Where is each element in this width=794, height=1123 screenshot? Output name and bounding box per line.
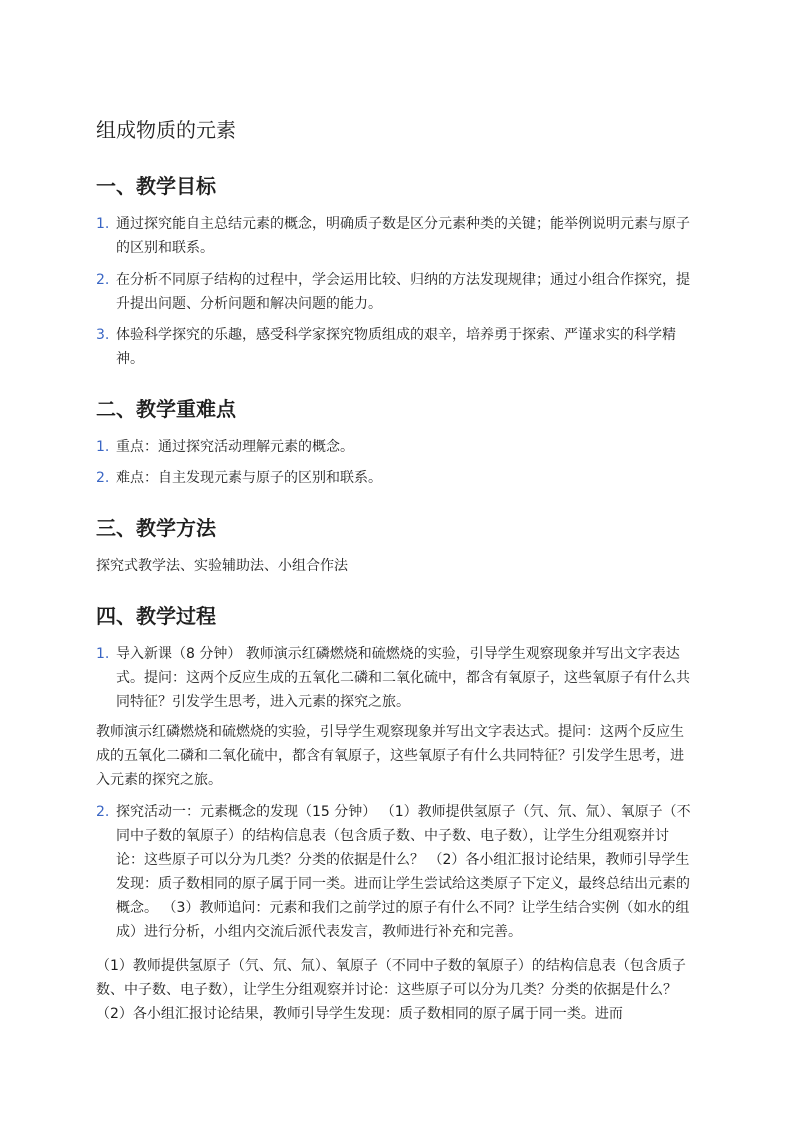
section-heading-objectives: 一、教学目标 — [96, 174, 216, 198]
list-item-text: 通过探究能自主总结元素的概念，明确质子数是区分元素种类的关键；能举例说明元素与原子的区别和联系。 — [116, 216, 690, 256]
list-item-text: 体验科学探究的乐趣，感受科学家探究物质组成的艰辛，培养勇于探索、严谨求实的科学精神。 — [116, 327, 676, 367]
list-number: 2. — [96, 470, 110, 486]
list-item — [96, 800, 696, 944]
list-item — [96, 435, 696, 459]
list-item-text: 在分析不同原子结构的过程中，学会运用比较、归纳的方法发现规律；通过小组合作探究，提升提出问题、分析问题和解决问题的能力。 — [116, 272, 690, 312]
list-number: 1. — [96, 439, 110, 455]
section-heading-process: 四、教学过程 — [96, 604, 216, 628]
list-item-text: 导入新课（8 分钟） 教师演示红磷燃烧和硫燃烧的实验，引导学生观察现象并写出文字表达式。提问：这两个反应生成的五氧化二磷和二氧化硫中，都含有氧原子，这些氧原子有什么共同特征？引发学生思考，进入元素的探究之旅。 — [116, 646, 690, 710]
list-number: 2. — [96, 272, 110, 288]
list-item — [96, 323, 696, 371]
list-item-text: 探究活动一：元素概念的发现（15 分钟） （1）教师提供氢原子（氕、氘、氚）、氧原子（不同中子数的氧原子）的结构信息表（包含质子数、中子数、电子数），让学生分组观察并讨论：这些原子可以分为几类？分类的依据是什么？ （2）各小组汇报讨论结果，教师引导学生发现：质子数相同的原子属于同一类。进而让学生尝试给这类原子下定义，最终总结出元素的概念。 （3）教师追问：元素和我们之前学过的原子有什么不同？让学生结合实例（如水的组成）进行分析，小组内交流后派代表发言，教师进行补充和完善。 — [116, 804, 691, 940]
list-item — [96, 466, 696, 490]
section-heading-methods: 三、教学方法 — [96, 516, 216, 540]
list-number: 1. — [96, 216, 110, 232]
document-title: 组成物质的元素 — [96, 118, 236, 142]
list-item — [96, 642, 696, 714]
list-number: 2. — [96, 804, 110, 820]
list-item — [96, 212, 696, 260]
list-number: 1. — [96, 646, 110, 662]
list-number: 3. — [96, 327, 110, 343]
list-item-text: 重点：通过探究活动理解元素的概念。 — [116, 439, 354, 455]
body-paragraph: （1）教师提供氢原子（氕、氘、氚）、氧原子（不同中子数的氧原子）的结构信息表（包含质子数、中子数、电子数），让学生分组观察并讨论：这些原子可以分为几类？分类的依据是什么？ （2）各小组汇报讨论结果，教师引导学生发现：质子数相同的原子属于同一类。进而 — [96, 958, 686, 1022]
list-item-text: 难点：自主发现元素与原子的区别和联系。 — [116, 470, 382, 486]
body-paragraph: 教师演示红磷燃烧和硫燃烧的实验，引导学生观察现象并写出文字表达式。提问：这两个反应生成的五氧化二磷和二氧化硫中，都含有氧原子，这些氧原子有什么共同特征？引发学生思考，进入元素的探究之旅。 — [96, 724, 684, 788]
section-heading-key-points: 二、教学重难点 — [96, 397, 236, 421]
methods-paragraph: 探究式教学法、实验辅助法、小组合作法 — [96, 558, 348, 574]
list-item — [96, 268, 696, 316]
